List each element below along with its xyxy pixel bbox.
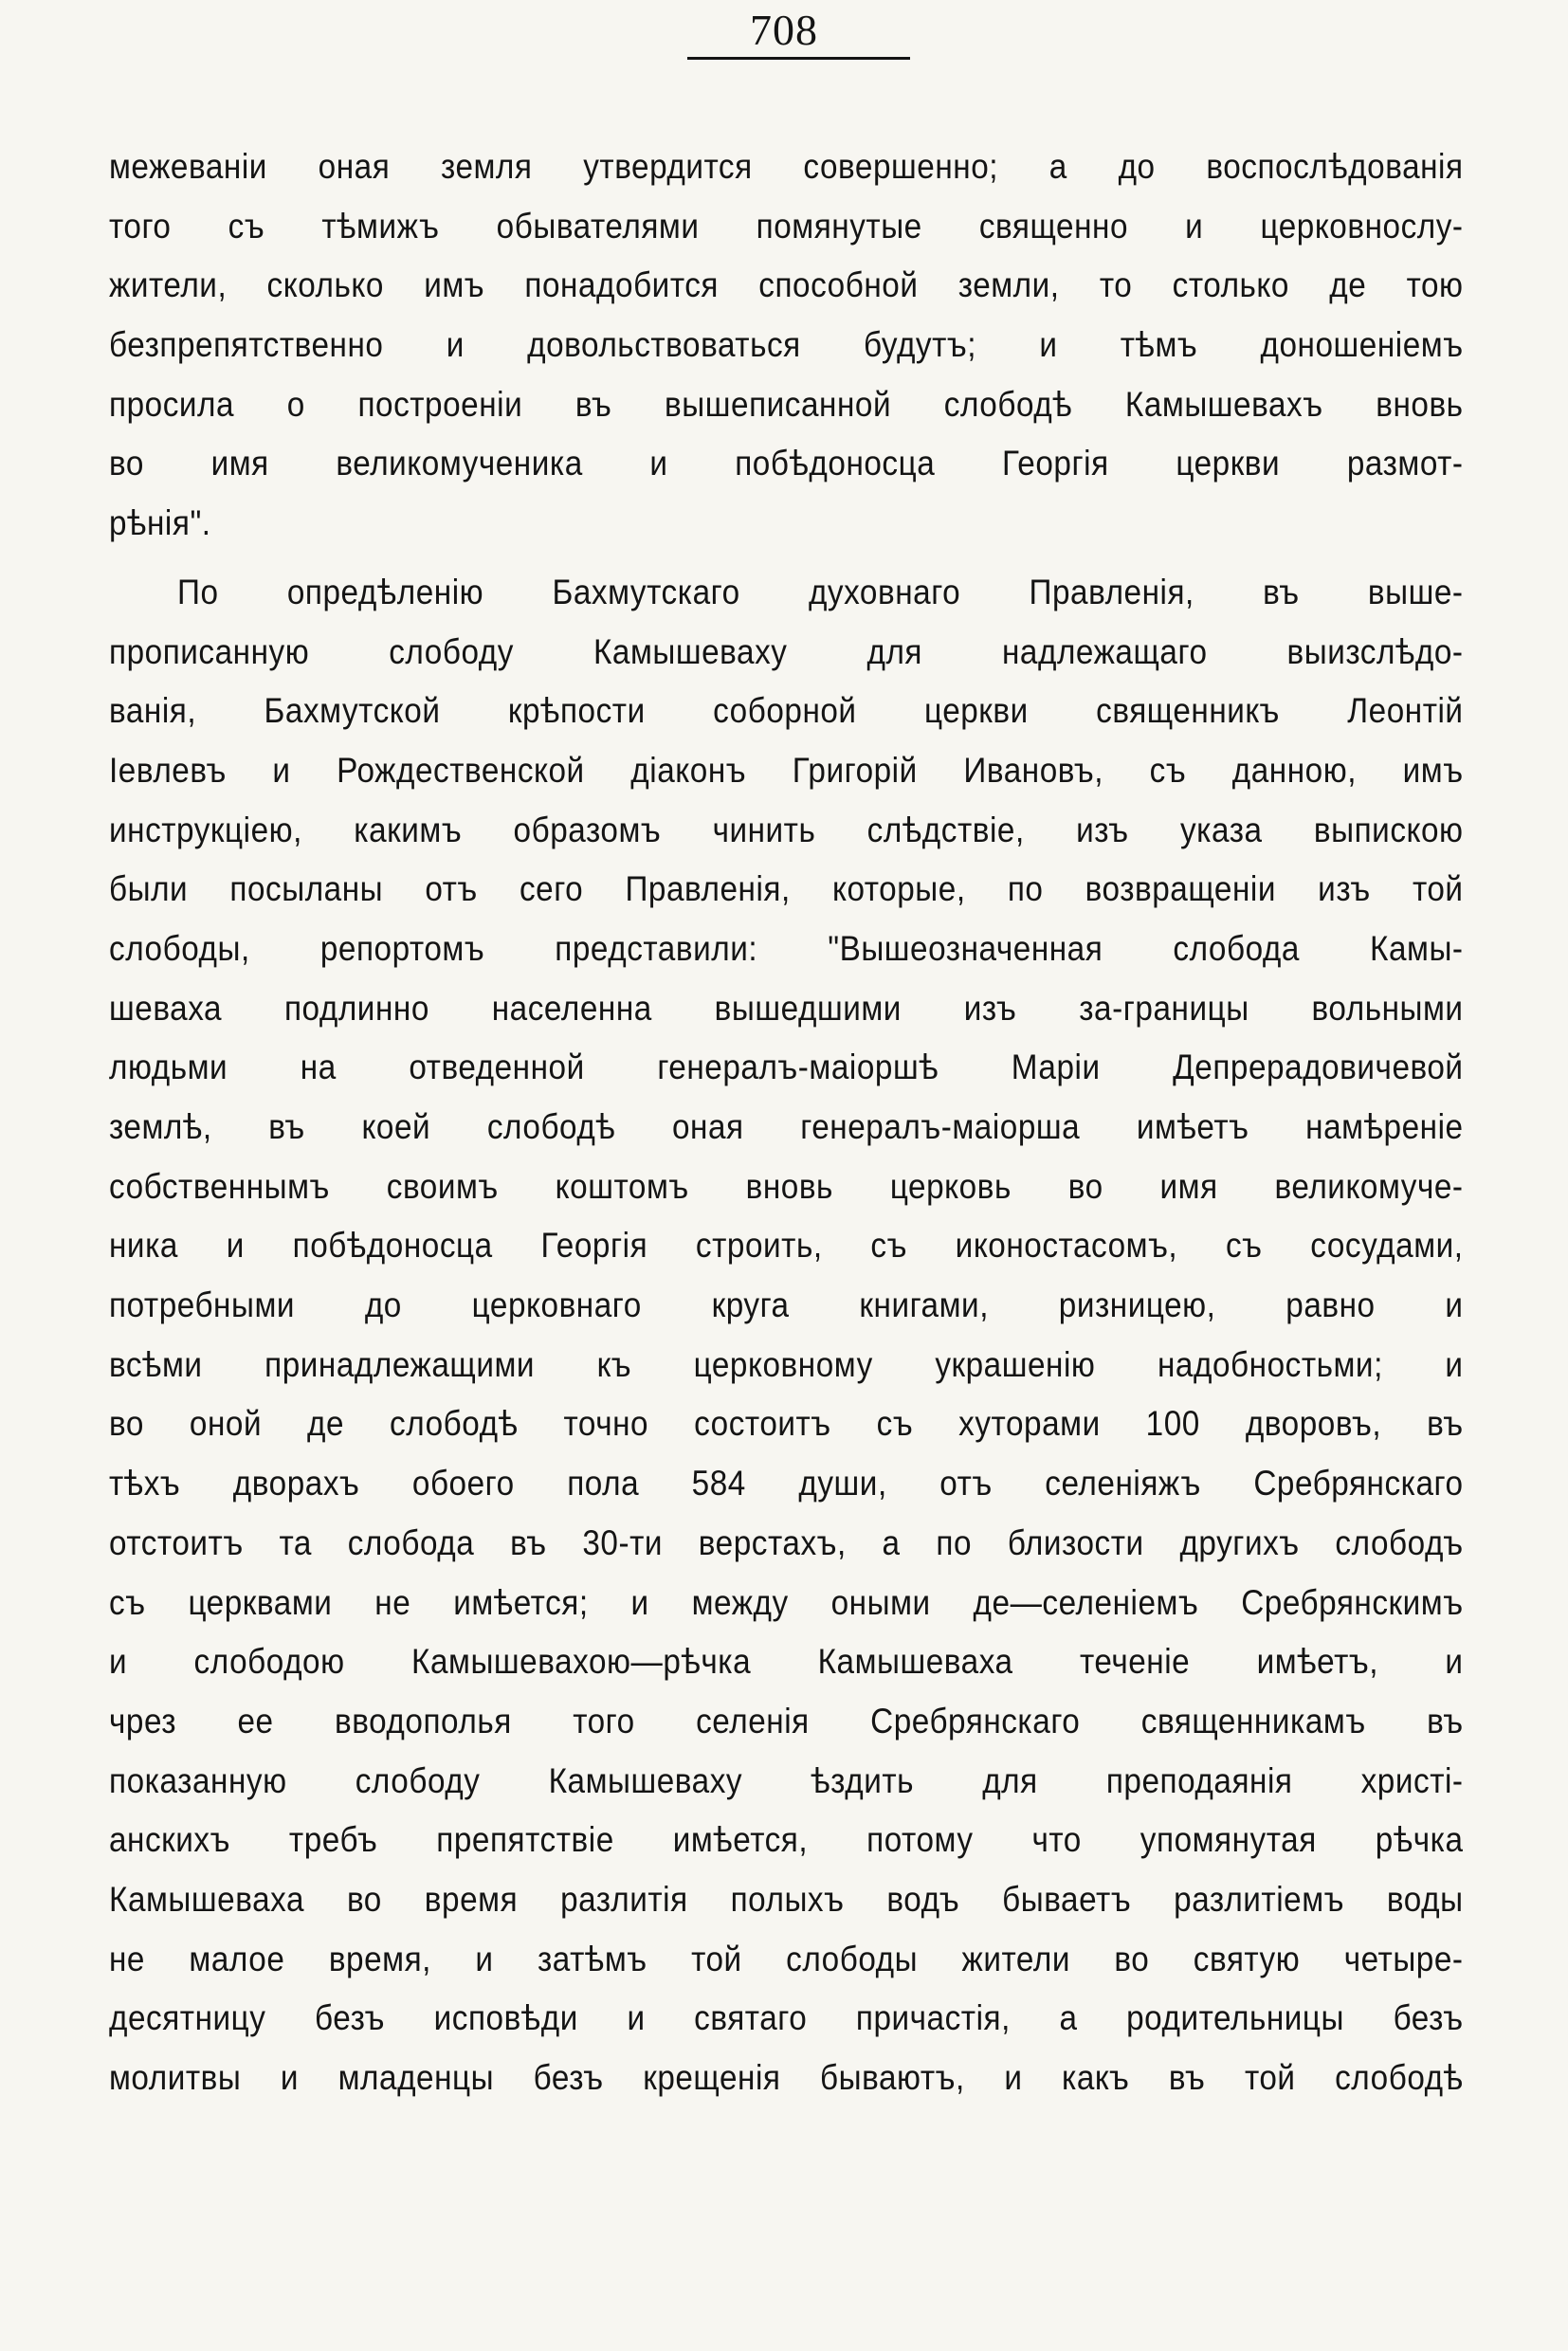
text-line: прописанную слободу Камышеваху для надлежащаго выизслѣдо- (109, 631, 1464, 671)
text-line: показанную слободу Камышеваху ѣздить для преподаянія христі- (109, 1760, 1464, 1800)
text-line: безпрепятственно и довольствоваться будутъ; и тѣмъ доношеніемъ (109, 325, 1464, 365)
text-line: жители, сколько имъ понадобится способной земли, то столько де тою (109, 265, 1464, 305)
text-line: были посыланы отъ сего Правленія, которые, по возвращеніи изъ той (109, 869, 1464, 909)
page-number: 708 (750, 6, 818, 54)
text-line: чрез ее вводополья того селенія Сребрянскаго священникамъ въ (109, 1701, 1464, 1740)
text-line: во имя великомученика и побѣдоносца Георгія церкви размот- (109, 444, 1464, 483)
text-line: собственнымъ своимъ коштомъ вновь церковь во имя великомуче- (109, 1166, 1464, 1206)
text-line: анскихъ требъ препятствіе имѣется, потому что упомянутая рѣчка (109, 1820, 1464, 1860)
text-line: людьми на отведенной генералъ-маіоршѣ Маріи Депрерадовичевой (109, 1048, 1464, 1087)
text-line: Іевлевъ и Рождественской діаконъ Григорій Ивановъ, съ данною, имъ (109, 750, 1464, 790)
paragraph-gap (109, 554, 1465, 563)
text-line: просила о построеніи въ вышеписанной слободѣ Камышевахъ вновь (109, 384, 1464, 424)
text-line: рѣнія". (109, 503, 211, 543)
text-line: отстоитъ та слобода въ 30-ти верстахъ, а по близости другихъ слободъ (109, 1522, 1464, 1562)
text-line: ника и побѣдоносца Георгія строить, съ иконостасомъ, съ сосудами, (109, 1226, 1464, 1266)
text-line: землѣ, въ коей слободѣ оная генералъ-маіорша имѣетъ намѣреніе (109, 1107, 1464, 1146)
text-line: шеваха подлинно населенна вышедшими изъ за-границы вольными (109, 988, 1464, 1028)
text-line: не малое время, и затѣмъ той слободы жители во святую четыре- (109, 1939, 1464, 1978)
text-line: и слободою Камышевахою—рѣчка Камышеваха теченіе имѣетъ, и (109, 1642, 1464, 1682)
text-line: слободы, репортомъ представили: "Вышеозначенная слобода Камы- (109, 928, 1464, 968)
text-line: во оной де слободѣ точно состоитъ съ хуторами 100 дворовъ, въ (109, 1404, 1464, 1444)
text-line: того съ тѣмижъ обывателями помянутые священно и церковнослу- (109, 206, 1464, 246)
text-line: молитвы и младенцы безъ крещенія бываютъ, и какъ въ той слободѣ (109, 2058, 1464, 2097)
text-line: По опредѣленію Бахмутскаго духовнаго Правленія, въ выше- (177, 572, 1464, 611)
text-line: инструкціею, какимъ образомъ чинить слѣдствіе, изъ указа выпискою (109, 810, 1464, 849)
header-rule (687, 57, 910, 60)
text-line: всѣми принадлежащими къ церковному украшенію надобностьми; и (109, 1344, 1464, 1384)
body-text (109, 137, 1465, 2108)
text-line: межеваніи оная земля утвердится совершенно; а до воспослѣдованія (109, 147, 1464, 186)
text-line: потребными до церковнаго круга книгами, ризницею, равно и (109, 1285, 1464, 1325)
text-line: тѣхъ дворахъ обоего пола 584 души, отъ селеніяжъ Сребрянскаго (109, 1464, 1464, 1504)
text-line: Камышеваха во время разлитія полыхъ водъ бываетъ разлитіемъ воды (109, 1879, 1464, 1919)
text-line: десятницу безъ исповѣди и святаго причастія, а родительницы безъ (109, 1998, 1464, 2038)
text-line: съ церквами не имѣется; и между оными де—селеніемъ Сребрянскимъ (109, 1582, 1464, 1622)
text-line: ванія, Бахмутской крѣпости соборной церкви священникъ Леонтій (109, 691, 1464, 731)
